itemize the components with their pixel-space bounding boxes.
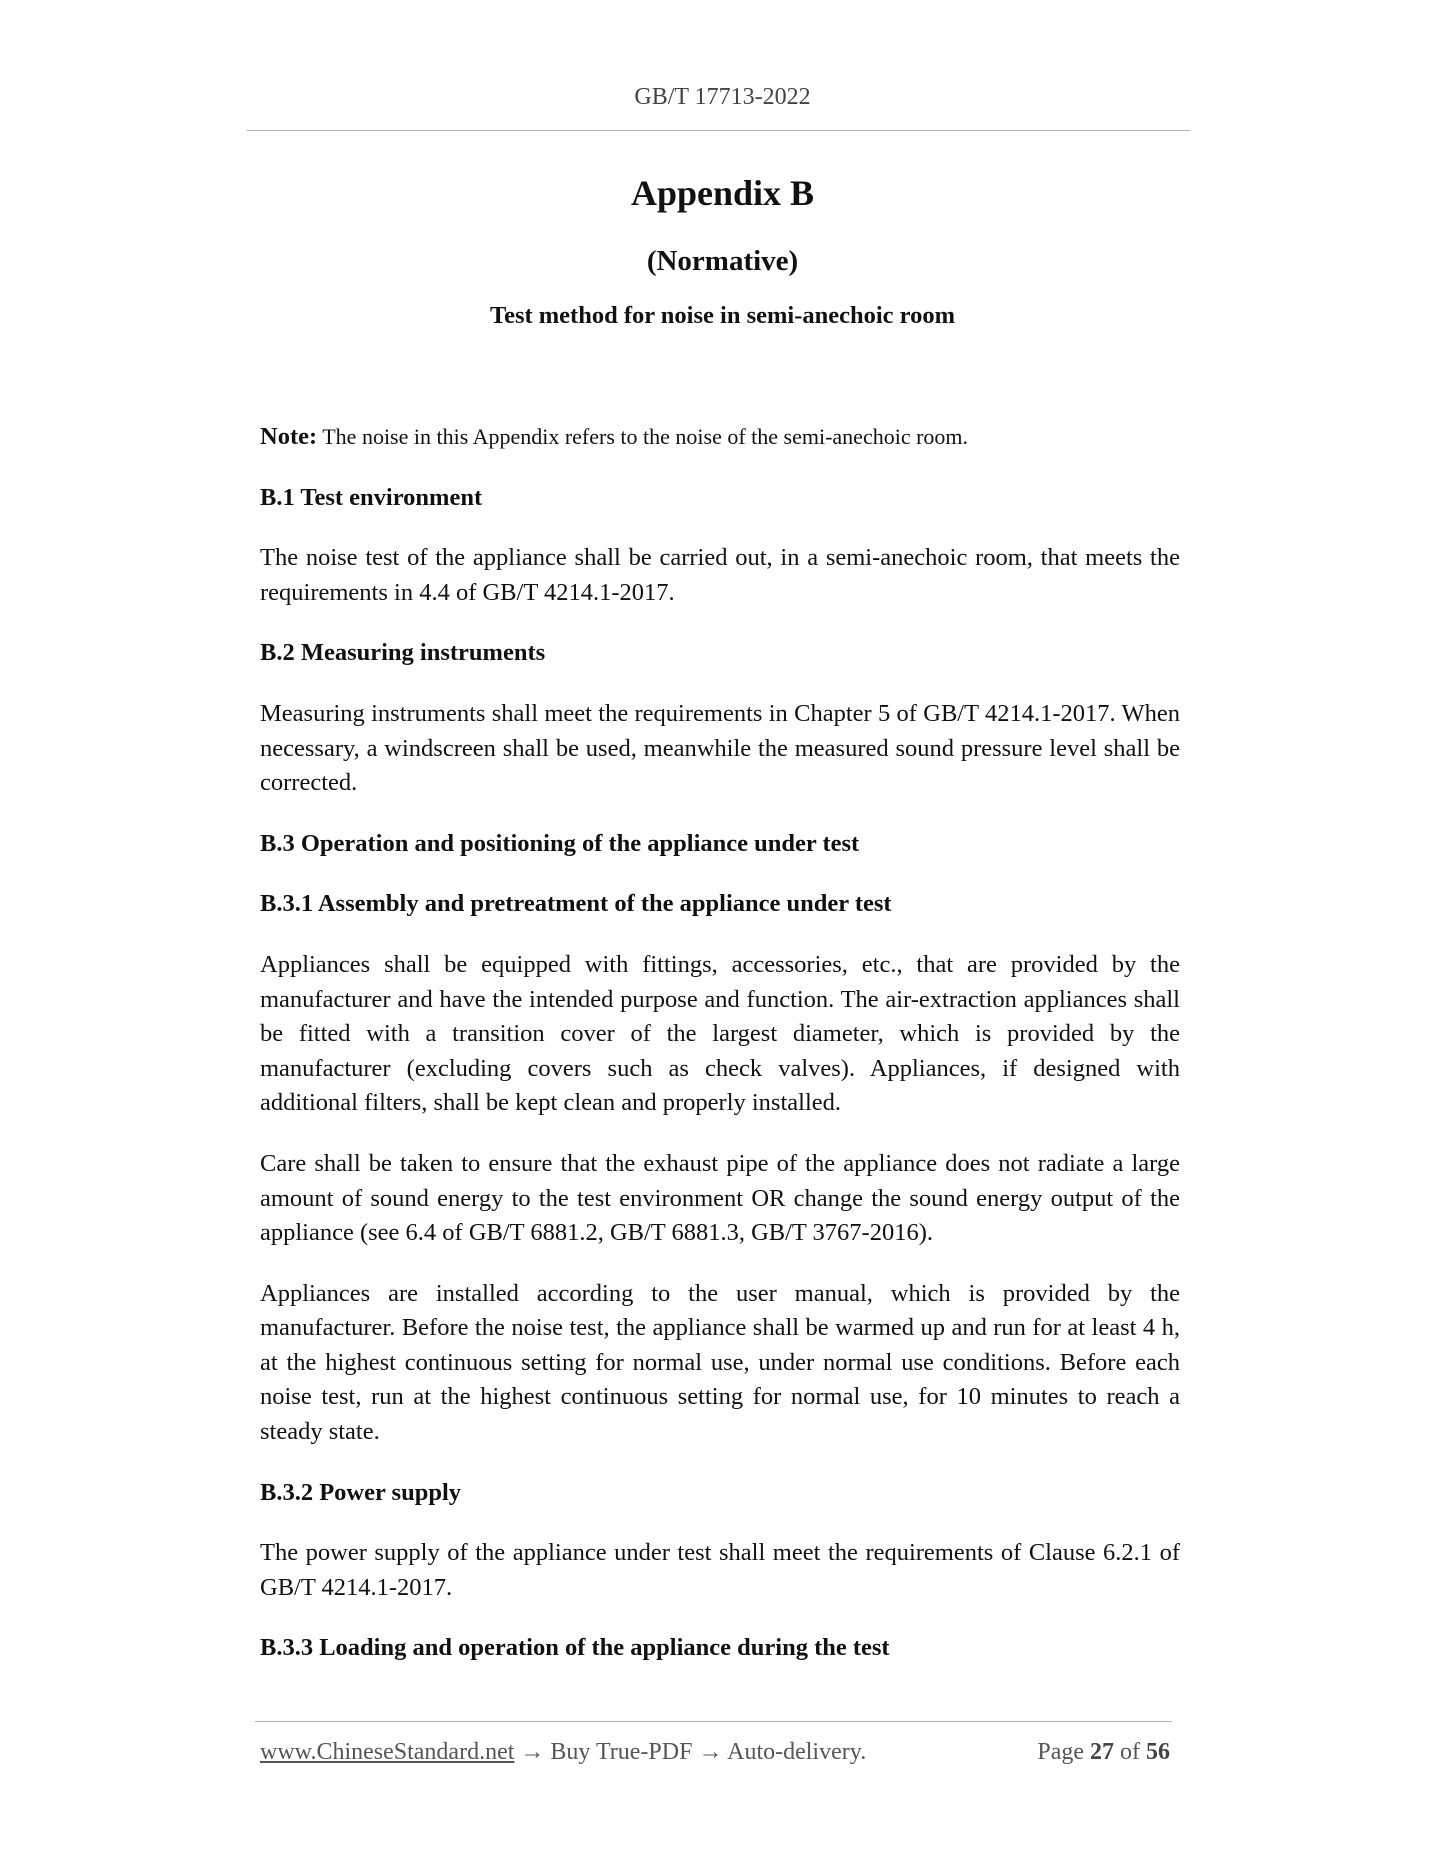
paragraph-b3-2-1: The power supply of the appliance under test shall meet the requirements of Clause 6.2.1 of GB/T 4214.1-2017. — [260, 1539, 1180, 1601]
website-link[interactable]: www.ChineseStandard.net — [260, 1739, 515, 1765]
appendix-name: Test method for noise in semi-anechoic room — [489, 302, 956, 329]
section-heading-b3-1: B.3.1 Assembly and pretreatment of the appliance under test — [260, 890, 892, 918]
section-heading-b3-3: B.3.3 Loading and operation of the appliance during the test — [260, 1634, 890, 1662]
paragraph-b3-1-3: Appliances are installed according to the user manual, which is provided by the manufacturer. Before the noise test, the appliance shall be warmed up and run for at least 4 h, at the highest continuous setting for normal use, under normal use conditions. Before each noise test, run at the highest continuous setting for normal use, for 10 minutes to reach a steady state. — [260, 1279, 1180, 1446]
section-heading-b2: B.2 Measuring instruments — [260, 639, 546, 667]
note-paragraph — [260, 420, 1180, 455]
section-heading-b3: B.3 Operation and positioning of the appliance under test — [260, 829, 860, 857]
section-heading-b1: B.1 Test environment — [260, 483, 483, 511]
footer-promo-text: → Buy True-PDF → Auto-delivery. — [514, 1739, 867, 1765]
of-word: of — [1120, 1739, 1140, 1765]
header-divider — [247, 130, 1190, 131]
page-indicator — [1037, 1739, 1170, 1766]
page-word: Page — [1037, 1739, 1084, 1765]
paragraph-b3-1-2: Care shall be taken to ensure that the exhaust pipe of the appliance does not radiate a large amount of sound energy to the test environment OR change the sound energy output of the appliance (see 6.4 of GB/T 6881.2, GB/T 6881.3, GB/T 3767-2016). — [260, 1149, 1180, 1247]
running-header: GB/T 17713-2022 — [634, 84, 811, 110]
paragraph-b1-1: The noise test of the appliance shall be carried out, in a semi-anechoic room, that meets the requirements in 4.4 of GB/T 4214.1-2017. — [260, 544, 1180, 606]
page-current: 27 — [1090, 1739, 1114, 1765]
appendix-type: (Normative) — [646, 245, 799, 277]
section-heading-b3-2: B.3.2 Power supply — [260, 1478, 462, 1506]
paragraph-b2-1: Measuring instruments shall meet the requirements in Chapter 5 of GB/T 4214.1-2017. When necessary, a windscreen shall be used, meanwhile the measured sound pressure level shall be corrected. — [260, 699, 1180, 797]
appendix-title: Appendix B — [630, 173, 815, 213]
document-body — [260, 420, 1180, 1692]
footer-promo — [260, 1739, 866, 1766]
paragraph-b3-1-1: Appliances shall be equipped with fittings, accessories, etc., that are provided by the manufacturer and have the intended purpose and function. The air-extraction appliances shall be fitted with a transition cover of the largest diameter, which is provided by the manufacturer (excluding covers such as check valves). Appliances, if designed with additional filters, shall be kept clean and properly installed. — [260, 950, 1180, 1117]
page-total: 56 — [1146, 1739, 1170, 1765]
note-label: Note: — [260, 423, 318, 450]
footer-divider — [255, 1721, 1172, 1722]
note-text: The noise in this Appendix refers to the noise of the semi-anechoic room. — [317, 424, 969, 449]
